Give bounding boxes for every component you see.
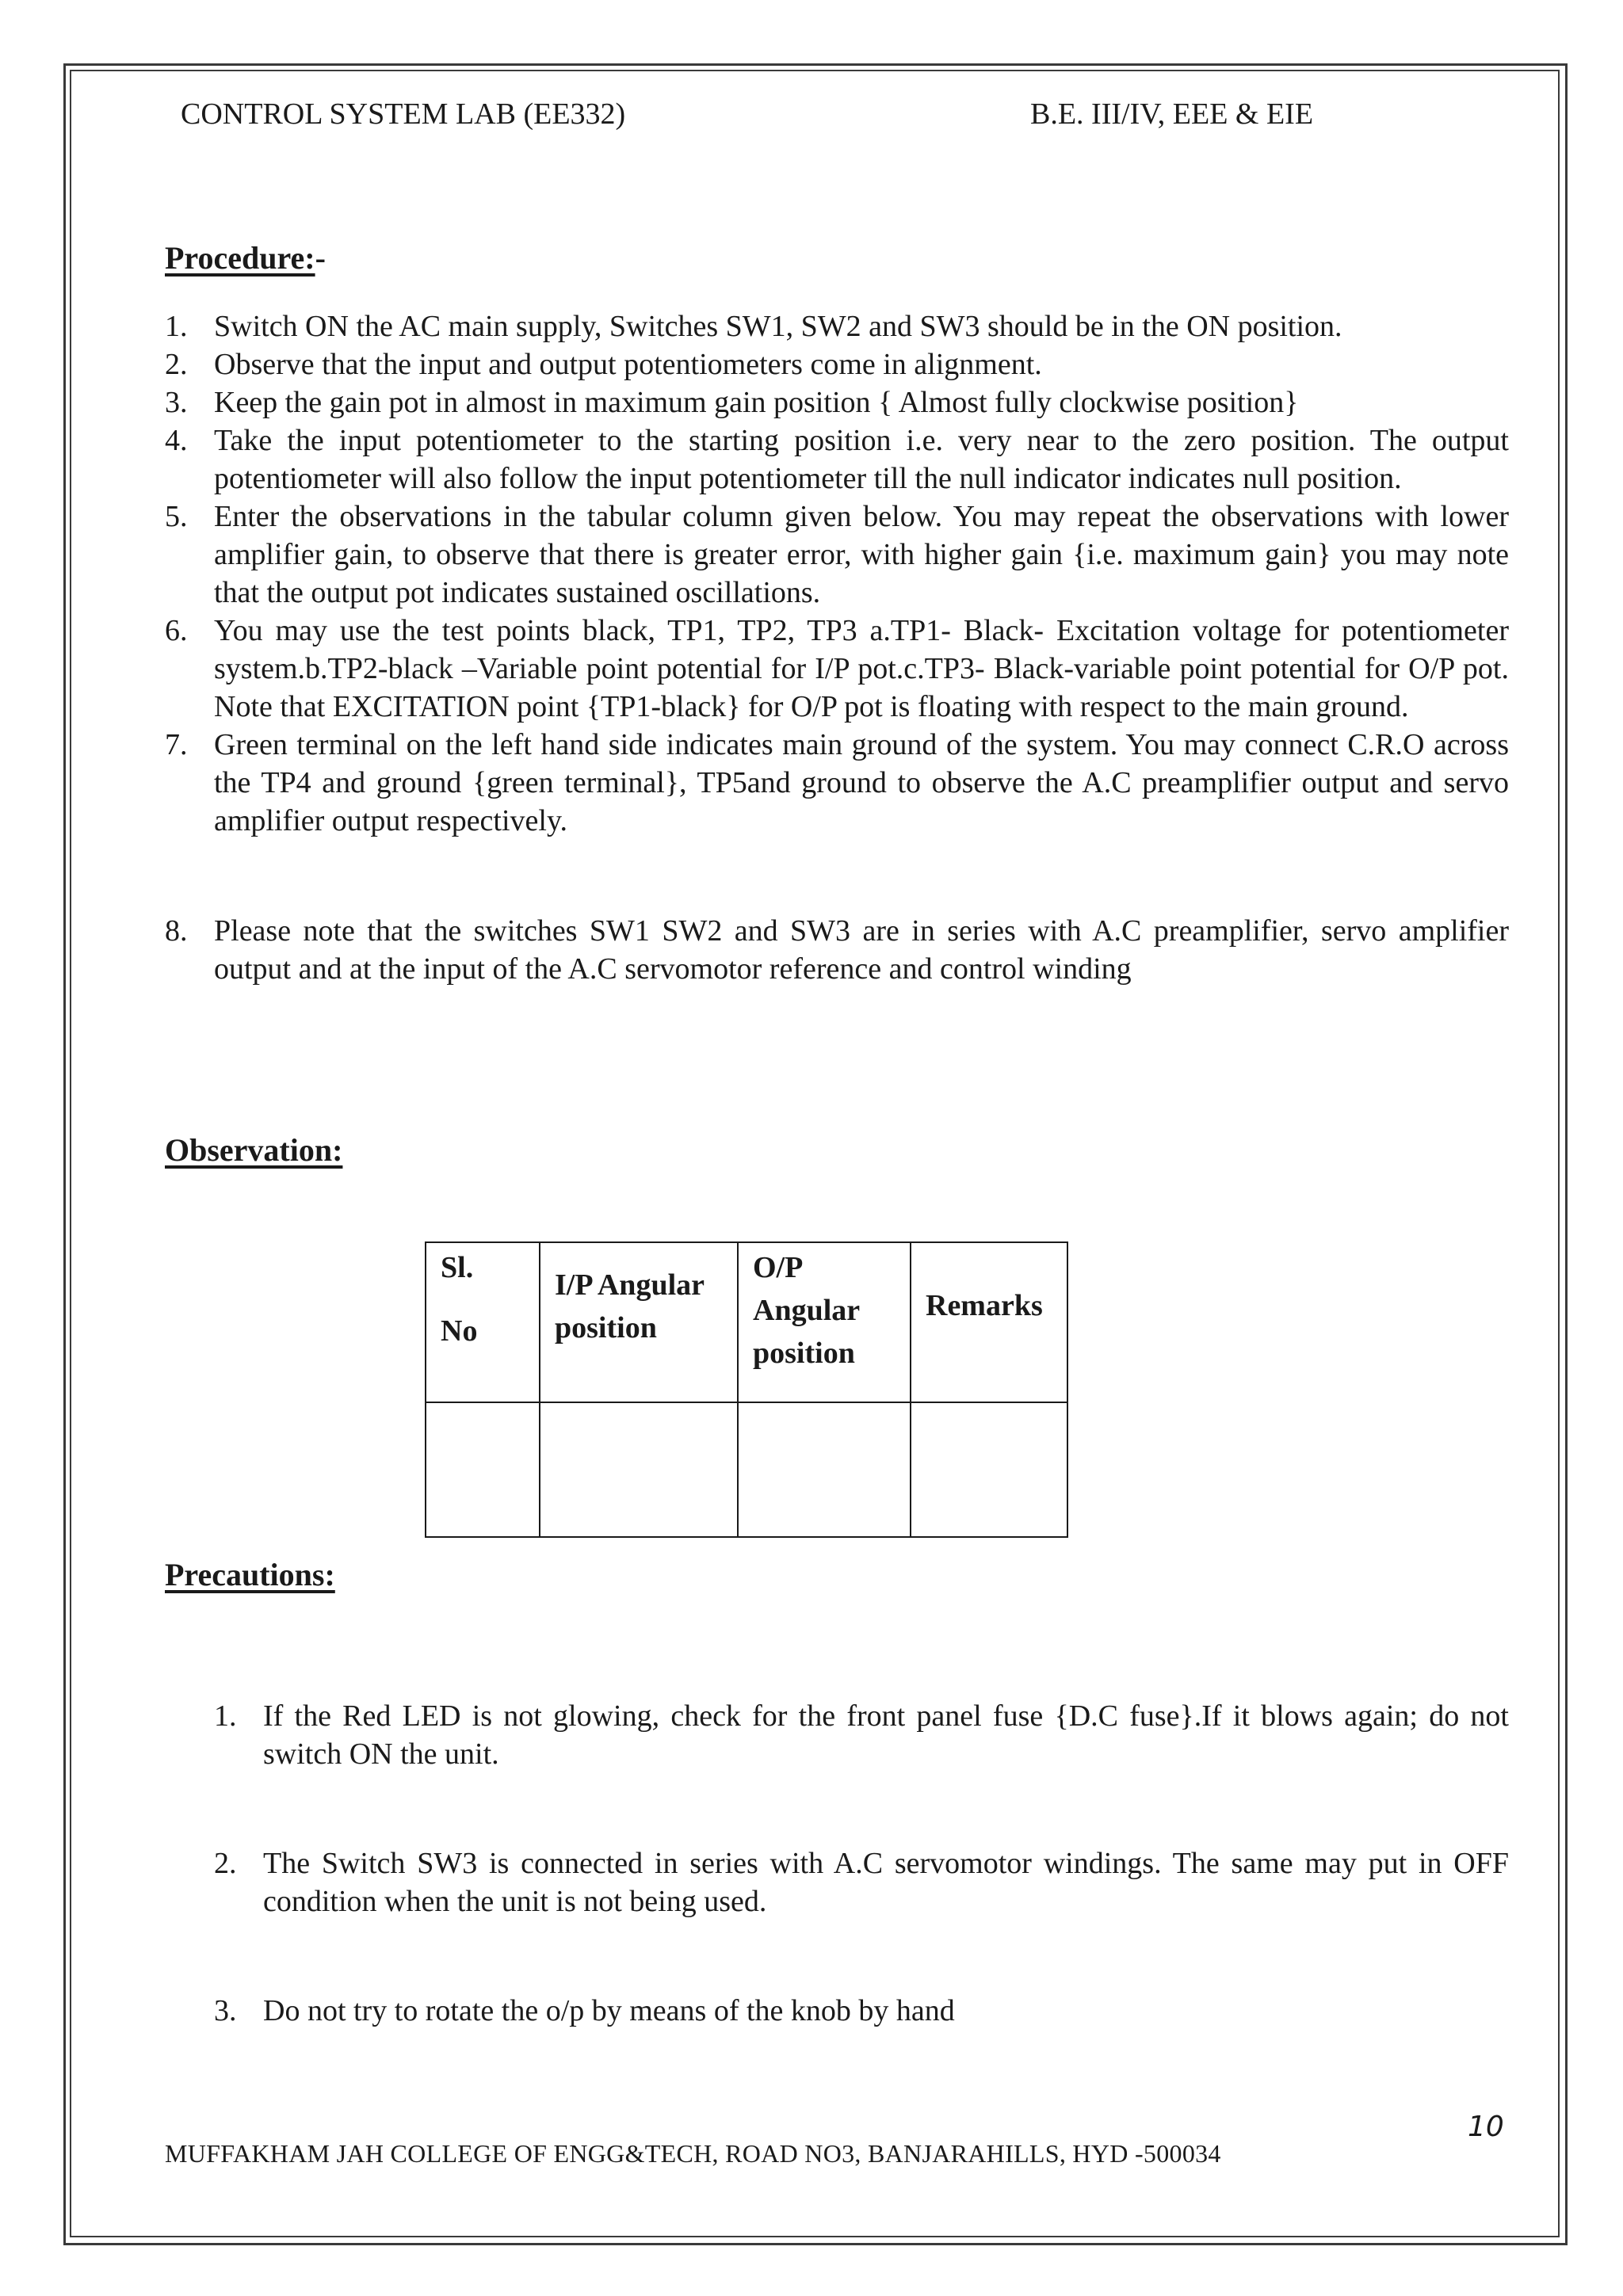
precautions-heading-text: Precautions: (165, 1557, 335, 1592)
col-header-line: position (555, 1311, 657, 1344)
precautions-heading (165, 1556, 335, 1593)
procedure-step (165, 912, 1509, 988)
precaution-number: 1. (214, 1699, 237, 1733)
step-text: Switch ON the AC main supply, Switches SW1, SW2 and SW3 should be in the ON position. (214, 310, 1342, 343)
procedure-step (165, 307, 1509, 345)
procedure-heading-text: Procedure: (165, 240, 315, 276)
procedure-step (165, 726, 1509, 840)
col-header-line: Angular (753, 1294, 861, 1327)
step-text: Observe that the input and output potentiometers come in alignment. (214, 348, 1042, 381)
col-header-line: No (441, 1314, 478, 1348)
precaution-text: Do not try to rotate the o/p by means of the knob by hand (263, 1994, 955, 2027)
table-cell (426, 1402, 540, 1537)
observation-table (425, 1241, 1068, 1538)
step-text: Green terminal on the left hand side indicates main ground of the system. You may connect C.R.O across the TP4 and ground {green terminal}, TP5and ground to observe the A.C preamplifier output and servo amplifier output respectively. (214, 728, 1509, 837)
page-number: 10 (1468, 2111, 1504, 2143)
col-header-sl-no (426, 1242, 540, 1402)
observation-heading-text: Observation: (165, 1132, 343, 1168)
precaution-text: If the Red LED is not glowing, check for the front panel fuse {D.C fuse}.If it blows again; do not switch ON the unit. (263, 1699, 1509, 1771)
observation-heading (165, 1131, 342, 1169)
procedure-list (165, 307, 1509, 988)
precaution-item (214, 1844, 1509, 1920)
precaution-item (214, 1697, 1509, 1773)
col-header-op-angular-position (738, 1242, 911, 1402)
precaution-number: 3. (214, 1994, 237, 2027)
step-text: Take the input potentiometer to the starting position i.e. very near to the zero position. The output potentiometer will also follow the input potentiometer till the null indicator indicates null position. (214, 424, 1509, 495)
table-cell (911, 1402, 1067, 1537)
footer-college-address: MUFFAKHAM JAH COLLEGE OF ENGG&TECH, ROAD NO3, BANJARAHILLS, HYD -500034 (165, 2139, 1221, 2168)
table-header-row (426, 1242, 1067, 1402)
step-number: 1. (165, 310, 188, 343)
step-number: 8. (165, 914, 188, 948)
step-number: 3. (165, 386, 188, 419)
col-header-line: Remarks (926, 1289, 1043, 1322)
procedure-heading-suffix: - (315, 240, 326, 276)
step-text: Please note that the switches SW1 SW2 and SW3 are in series with A.C preamplifier, servo amplifier output and at the input of the A.C servomotor reference and control winding (214, 914, 1509, 986)
step-text: Enter the observations in the tabular column given below. You may repeat the observations with lower amplifier gain, to observe that there is greater error, with higher gain {i.e. maximum gain} you may note that the output pot indicates sustained oscillations. (214, 500, 1509, 609)
procedure-step (165, 612, 1509, 726)
precautions-list (214, 1697, 1509, 2030)
table-cell (540, 1402, 738, 1537)
step-number: 5. (165, 500, 188, 533)
precaution-item (214, 1992, 1509, 2030)
procedure-step (165, 345, 1509, 383)
step-number: 7. (165, 728, 188, 761)
procedure-step (165, 421, 1509, 498)
table-cell (738, 1402, 911, 1537)
col-header-line: Sl. (441, 1251, 474, 1284)
header-course-title: CONTROL SYSTEM LAB (EE332) (181, 97, 626, 131)
precaution-text: The Switch SW3 is connected in series with A.C servomotor windings. The same may put in OFF condition when the unit is not being used. (263, 1847, 1509, 1918)
col-header-line: position (753, 1337, 855, 1370)
step-number: 2. (165, 348, 188, 381)
col-header-line: O/P (753, 1251, 804, 1284)
procedure-heading (165, 239, 326, 277)
step-text: Keep the gain pot in almost in maximum gain position { Almost fully clockwise position} (214, 386, 1299, 419)
procedure-step (165, 498, 1509, 612)
procedure-step (165, 383, 1509, 421)
col-header-ip-angular-position (540, 1242, 738, 1402)
col-header-remarks (911, 1242, 1067, 1402)
precaution-number: 2. (214, 1847, 237, 1880)
header-program: B.E. III/IV, EEE & EIE (1030, 97, 1314, 131)
step-text: You may use the test points black, TP1, TP2, TP3 a.TP1- Black- Excitation voltage for potentiometer system.b.TP2-black –Variable point potential for I/P pot.c.TP3- Black-variable point potential for O/P pot. Note that EXCITATION point {TP1-black} for O/P pot is floating with respect to the main ground. (214, 614, 1509, 723)
step-number: 4. (165, 424, 188, 457)
step-number: 6. (165, 614, 188, 647)
col-header-line: I/P Angular (555, 1268, 705, 1302)
table-row (426, 1402, 1067, 1537)
